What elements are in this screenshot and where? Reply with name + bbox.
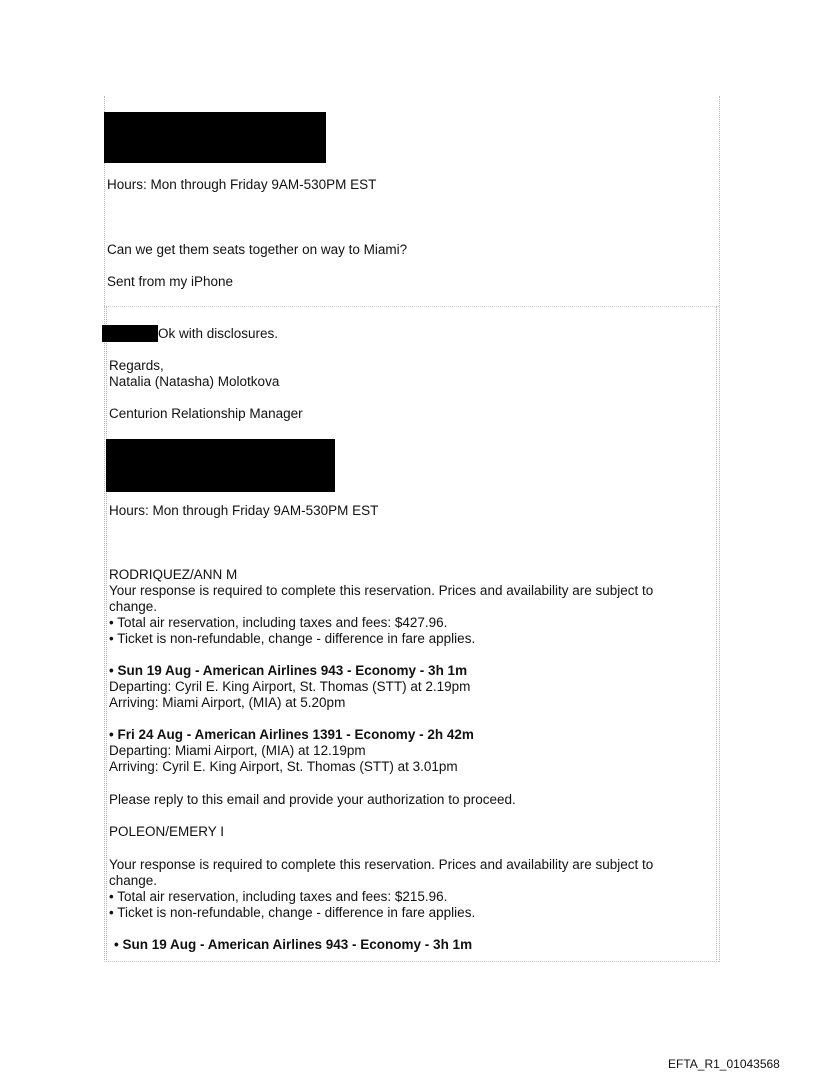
bottom-border	[104, 961, 719, 962]
flight-arriving: Arriving: Miami Airport, (MIA) at 5.20pm	[109, 695, 346, 710]
hours-text: Hours: Mon through Friday 9AM-530PM EST	[109, 503, 379, 518]
ticket-policy-bullet: • Ticket is non-refundable, change - difference in fare applies.	[109, 905, 476, 920]
quote-left-border	[106, 306, 107, 962]
redaction-block	[104, 112, 326, 163]
outer-left-border	[104, 96, 105, 962]
document-id: EFTA_R1_01043568	[668, 1057, 780, 1071]
sender-name: Natalia (Natasha) Molotkova	[109, 374, 280, 389]
response-required-text: Your response is required to complete this reservation. Prices and availability are subject to	[109, 583, 654, 598]
question-text: Can we get them seats together on way to Miami?	[107, 242, 408, 257]
quote-right-border	[716, 306, 717, 962]
response-required-text-cont: change.	[109, 599, 158, 614]
greeting-text: Ok with disclosures.	[158, 326, 279, 341]
hours-text: Hours: Mon through Friday 9AM-530PM EST	[107, 177, 377, 192]
total-price-bullet: • Total air reservation, including taxes and fees: $427.96.	[109, 615, 448, 630]
redaction-block	[106, 439, 335, 492]
sender-title: Centurion Relationship Manager	[109, 406, 303, 421]
passenger-name: POLEON/EMERY I	[109, 824, 225, 839]
response-required-text-cont: change.	[109, 873, 158, 888]
regards-text: Regards,	[109, 358, 164, 373]
flight-header: • Sun 19 Aug - American Airlines 943 - Economy - 3h 1m	[109, 663, 468, 678]
flight-header: • Fri 24 Aug - American Airlines 1391 - Economy - 2h 42m	[109, 727, 474, 742]
flight-departing: Departing: Miami Airport, (MIA) at 12.19pm	[109, 743, 366, 758]
ticket-policy-bullet: • Ticket is non-refundable, change - difference in fare applies.	[109, 631, 476, 646]
response-required-text: Your response is required to complete this reservation. Prices and availability are subject to	[109, 857, 654, 872]
quote-top-border	[104, 306, 719, 307]
flight-header: • Sun 19 Aug - American Airlines 943 - Economy - 3h 1m	[114, 937, 473, 952]
outer-right-border	[719, 96, 720, 962]
flight-arriving: Arriving: Cyril E. King Airport, St. Thomas (STT) at 3.01pm	[109, 759, 458, 774]
passenger-name: RODRIQUEZ/ANN M	[109, 567, 238, 582]
reply-instruction: Please reply to this email and provide your authorization to proceed.	[109, 792, 516, 807]
redaction-block	[102, 325, 158, 342]
sent-from-text: Sent from my iPhone	[107, 274, 234, 289]
total-price-bullet: • Total air reservation, including taxes and fees: $215.96.	[109, 889, 448, 904]
flight-departing: Departing: Cyril E. King Airport, St. Thomas (STT) at 2.19pm	[109, 679, 471, 694]
